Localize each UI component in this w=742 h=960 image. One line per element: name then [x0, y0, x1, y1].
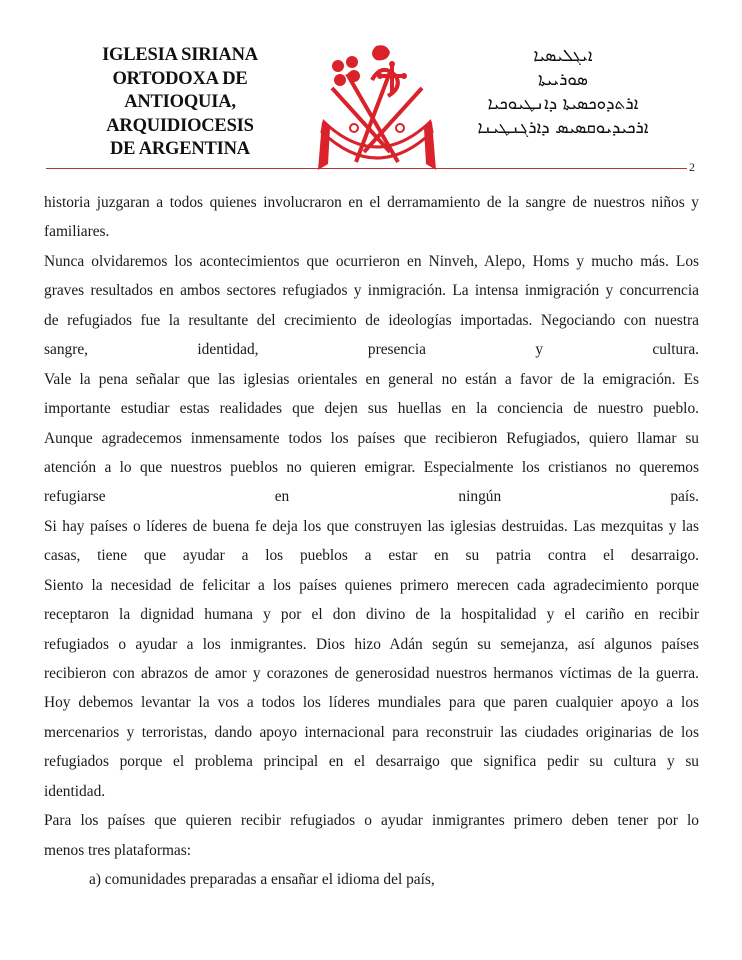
church-name-spanish [80, 44, 280, 162]
text-line: graves resultados en ambos sectores refugiados y inmigración. La intensa inmigración y concurrencia [44, 282, 699, 300]
text-line: familiares. [44, 223, 110, 241]
cross-icon [377, 61, 407, 92]
text-line: refugiados porque el problema principal en el desarraigo que significa pedir su cultura y su [44, 753, 699, 771]
header-divider [46, 168, 687, 169]
text-line: casas, tiene que ayudar a los pueblos a estar en su patria contra el desarraigo. [44, 547, 699, 565]
text-line: identidad. [44, 782, 106, 800]
mitre-icon [372, 45, 390, 60]
text-line: receptaron la dignidad humana y por el don divino de la hospitalidad y el cariño en recibir [44, 606, 699, 624]
church-name-line: DE ARGENTINA [110, 139, 250, 159]
syriac-line: ܐܪܟܝܕܝܘܩܣܝܣ ܕܐܪܓܢܛܝܢܐ [477, 118, 649, 138]
text-line: Nunca olvidaremos los acontecimientos que ocurrieron en Ninveh, Alepo, Homs y mucho más. Los [44, 252, 699, 270]
church-name-syriac [468, 44, 658, 140]
text-line: Siento la necesidad de felicitar a los países quienes primero merecen cada agradecimiento porque [44, 576, 699, 594]
text-line: Si hay países o líderes de buena fe deja los que construyen las iglesias destruidas. Las mezquitas y las [44, 517, 699, 535]
syriac-line: ܐܪܬܕܘܟܣܝܬܐ ܕܐܢܛܝܘܟܝܐ [487, 94, 639, 114]
church-name-line: ARQUIDIOCESIS [106, 115, 254, 136]
text-line: mercenarios y terroristas, dando apoyo internacional para reconstruir las ciudades originarias de los [44, 723, 699, 741]
text-line: refugiados o ayudar a los inmigrantes. Dios hizo Adán según su semejanza, así algunos países [44, 635, 699, 653]
church-name-line: IGLESIA SIRIANA [102, 45, 258, 65]
church-name-line: ANTIOQUIA, [124, 92, 236, 112]
text-line: recibieron con abrazos de amor y corazones de generosidad nuestros hermanos víctimas de la guerra. [44, 665, 699, 682]
emblem-logo [318, 42, 436, 172]
text-line: atención a lo que nuestros pueblos no quieren emigrar. Especialmente los cristianos no queremos [44, 458, 699, 476]
text-line: historia juzgaran a todos quienes involucraron en el derramamiento de la sangre de nuestros niños y [44, 194, 699, 211]
text-line: a) comunidades preparadas a ensañar el idioma del país, [89, 871, 435, 889]
text-line: Aunque agradecemos inmensamente todos los países que recibieron Refugiados, quiero llamar su [44, 429, 699, 447]
text-line: de refugiados fue la resultante del crecimiento de ideologías importadas. Negociando con nuestra [44, 311, 699, 329]
document-body [44, 188, 699, 895]
syriac-line: ܣܘܪܝܝܬܐ [537, 70, 589, 90]
syriac-line: ܐܝܓܠܝܣܝܐ [533, 46, 593, 66]
text-line: Para los países que quieren recibir refugiados o ayudar inmigrantes primero deben tener por lo [44, 812, 699, 830]
text-line: sangre, identidad, presencia y cultura. [44, 341, 699, 359]
text-line: importante estudiar estas realidades que dejen sus huellas en la conciencia de nuestro pueblo. [44, 400, 699, 418]
church-name-line: ORTODOXA DE [112, 68, 248, 89]
text-line: refugiarse en ningún país. [44, 488, 699, 506]
text-line: Vale la pena señalar que las iglesias orientales en general no están a favor de la emigración. Es [44, 370, 699, 388]
text-line: menos tres plataformas: [44, 841, 192, 859]
page-number: 2 [689, 160, 695, 174]
cross-flower-icon [332, 56, 360, 86]
text-line: Hoy debemos levantar la vos a todos los líderes mundiales para que paren cualquier apoyo a los [44, 694, 699, 712]
